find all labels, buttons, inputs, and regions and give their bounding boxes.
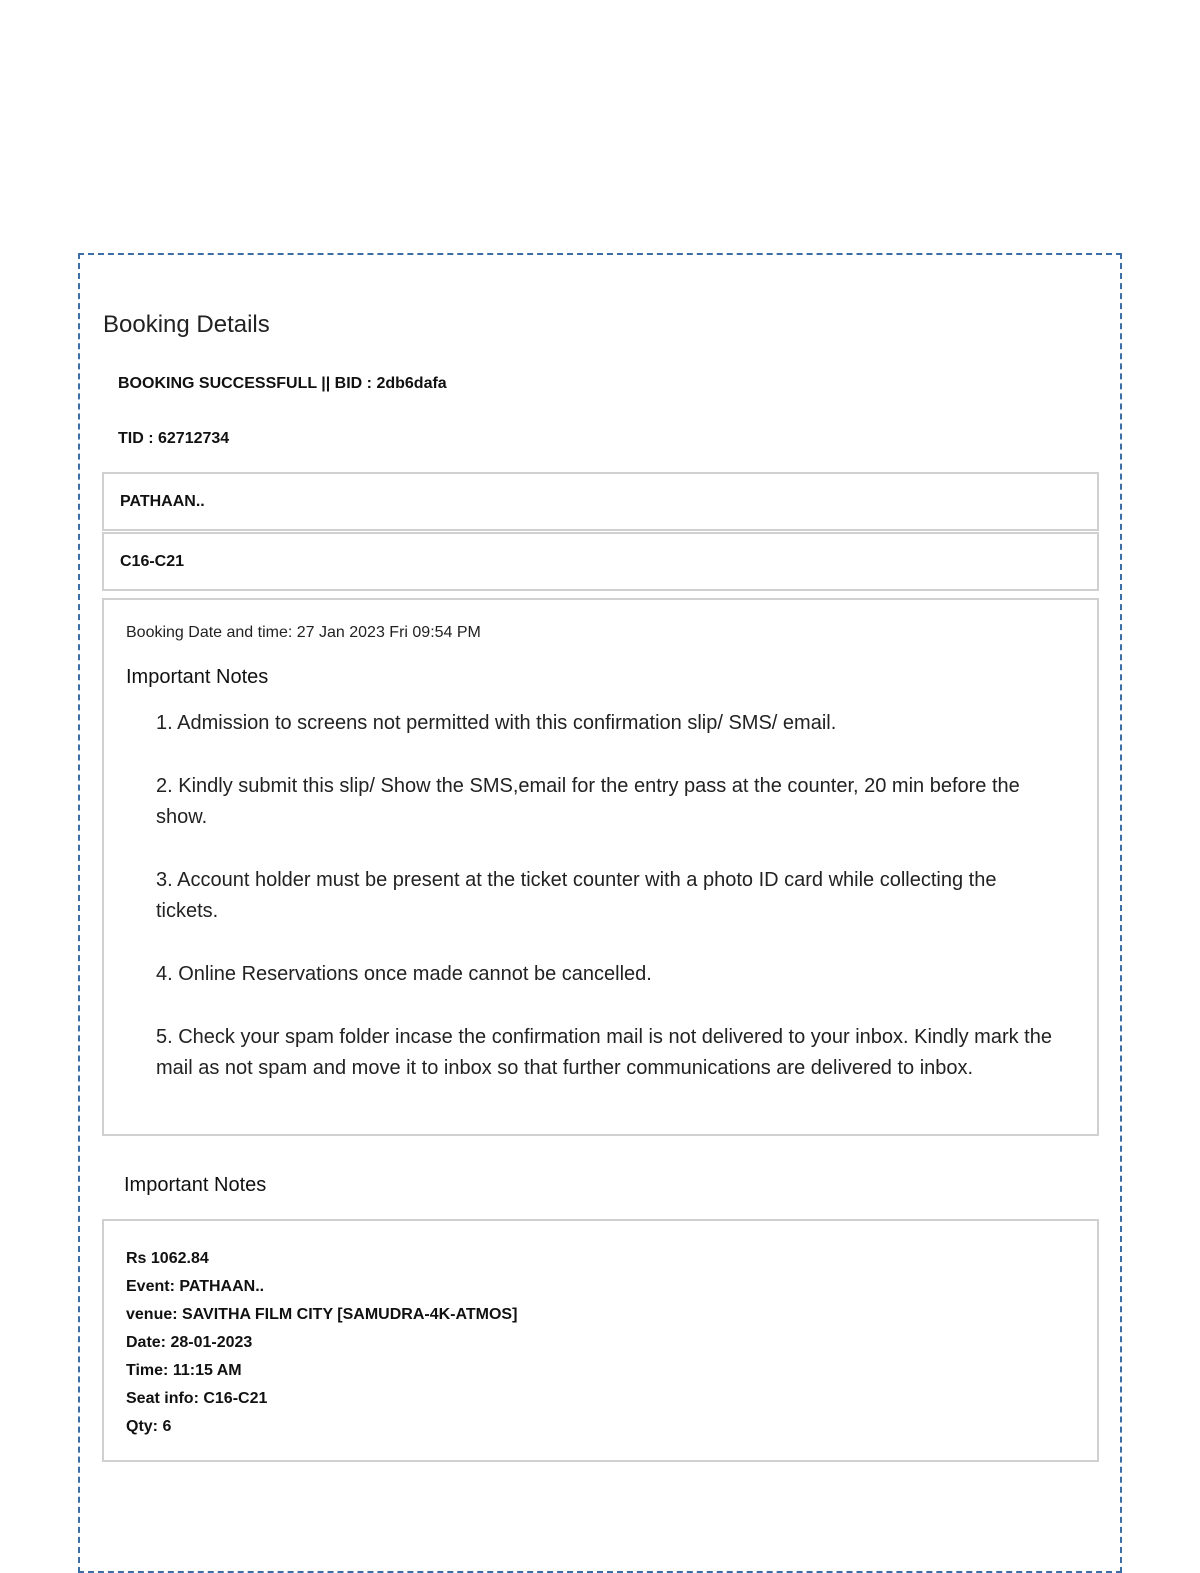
- seat-numbers: C16-C21: [120, 553, 185, 570]
- seats-row: [102, 532, 1099, 591]
- summary-heading: Important Notes: [124, 1174, 267, 1196]
- summary-venue: venue: SAVITHA FILM CITY [SAMUDRA-4K-ATMOS]: [126, 1306, 518, 1323]
- booking-datetime: Booking Date and time: 27 Jan 2023 Fri 09:54 PM: [126, 624, 481, 641]
- transaction-id: TID : 62712734: [118, 430, 230, 447]
- note-item: 4. Online Reservations once made cannot be cancelled.: [156, 963, 652, 985]
- page-title: Booking Details: [103, 311, 270, 338]
- event-name-row: [102, 472, 1099, 531]
- event-name: PATHAAN..: [120, 493, 205, 510]
- note-item: 3. Account holder must be present at the ticket counter with a photo ID card while collecting the tickets.: [156, 869, 997, 922]
- summary-qty: Qty: 6: [126, 1418, 172, 1435]
- booking-status: BOOKING SUCCESSFULL || BID : 2db6dafa: [118, 375, 447, 392]
- notes-heading: Important Notes: [126, 666, 269, 688]
- booking-summary-box: [102, 1219, 1099, 1462]
- notes-list: [156, 708, 1061, 1116]
- note-item: 1. Admission to screens not permitted with this confirmation slip/ SMS/ email.: [156, 712, 837, 734]
- important-notes-box: [102, 598, 1099, 1136]
- summary-time: Time: 11:15 AM: [126, 1362, 242, 1379]
- note-item: 2. Kindly submit this slip/ Show the SMS,email for the entry pass at the counter, 20 min before the show.: [156, 775, 1020, 828]
- summary-event: Event: PATHAAN..: [126, 1278, 265, 1295]
- summary-lines: [126, 1245, 517, 1441]
- note-item: 5. Check your spam folder incase the confirmation mail is not delivered to your inbox. Kindly mark the mail as not spam and move it to inbox so that further communications are delivered to inbox.: [156, 1026, 1052, 1079]
- summary-date: Date: 28-01-2023: [126, 1334, 253, 1351]
- summary-seat-info: Seat info: C16-C21: [126, 1390, 268, 1407]
- summary-amount: Rs 1062.84: [126, 1250, 209, 1267]
